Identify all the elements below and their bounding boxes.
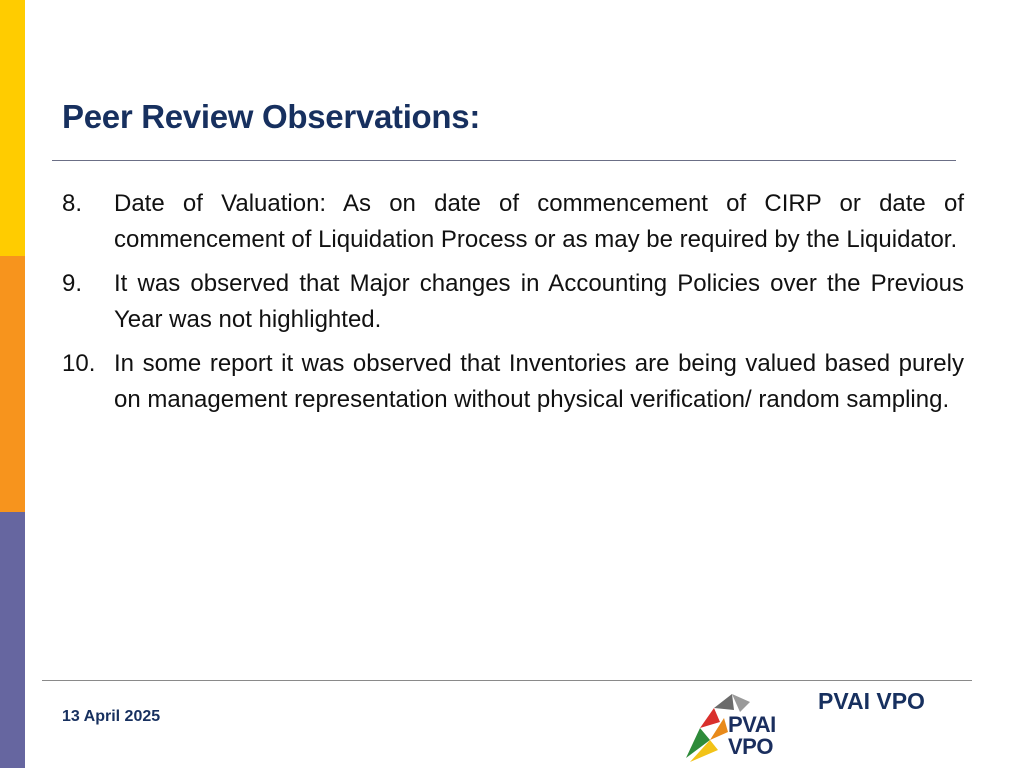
footer-brand: PVAI VPO bbox=[818, 688, 925, 714]
footer-date: 13 April 2025 bbox=[62, 708, 161, 725]
slide-title: Peer Review Observations: bbox=[62, 98, 481, 135]
observation-item-10 bbox=[62, 346, 964, 418]
logo-text-pvai: PVAI bbox=[728, 712, 776, 737]
observation-list bbox=[62, 186, 964, 426]
observation-text: Date of Valuation: As on date of commencement of CIRP or date of commencement of Liquidation Process or as may be required by the Liquidator. bbox=[114, 190, 964, 253]
sidebar-band-orange bbox=[0, 256, 25, 512]
sidebar-band-purple bbox=[0, 512, 25, 768]
observation-item-8 bbox=[62, 186, 964, 258]
logo-text-vpo: VPO bbox=[728, 734, 773, 759]
title-divider bbox=[52, 160, 956, 161]
observation-item-9 bbox=[62, 266, 964, 338]
sidebar-band-yellow bbox=[0, 0, 25, 256]
observation-number: 8. bbox=[62, 190, 83, 217]
observation-text: It was observed that Major changes in Accounting Policies over the Previous Year was not highlighted. bbox=[114, 270, 964, 333]
observation-number: 10. bbox=[62, 350, 96, 377]
observation-number: 9. bbox=[62, 270, 83, 297]
footer-divider bbox=[42, 680, 972, 681]
observation-text: In some report it was observed that Inventories are being valued based purely on management representation without physical verification/ random sampling. bbox=[114, 350, 964, 413]
